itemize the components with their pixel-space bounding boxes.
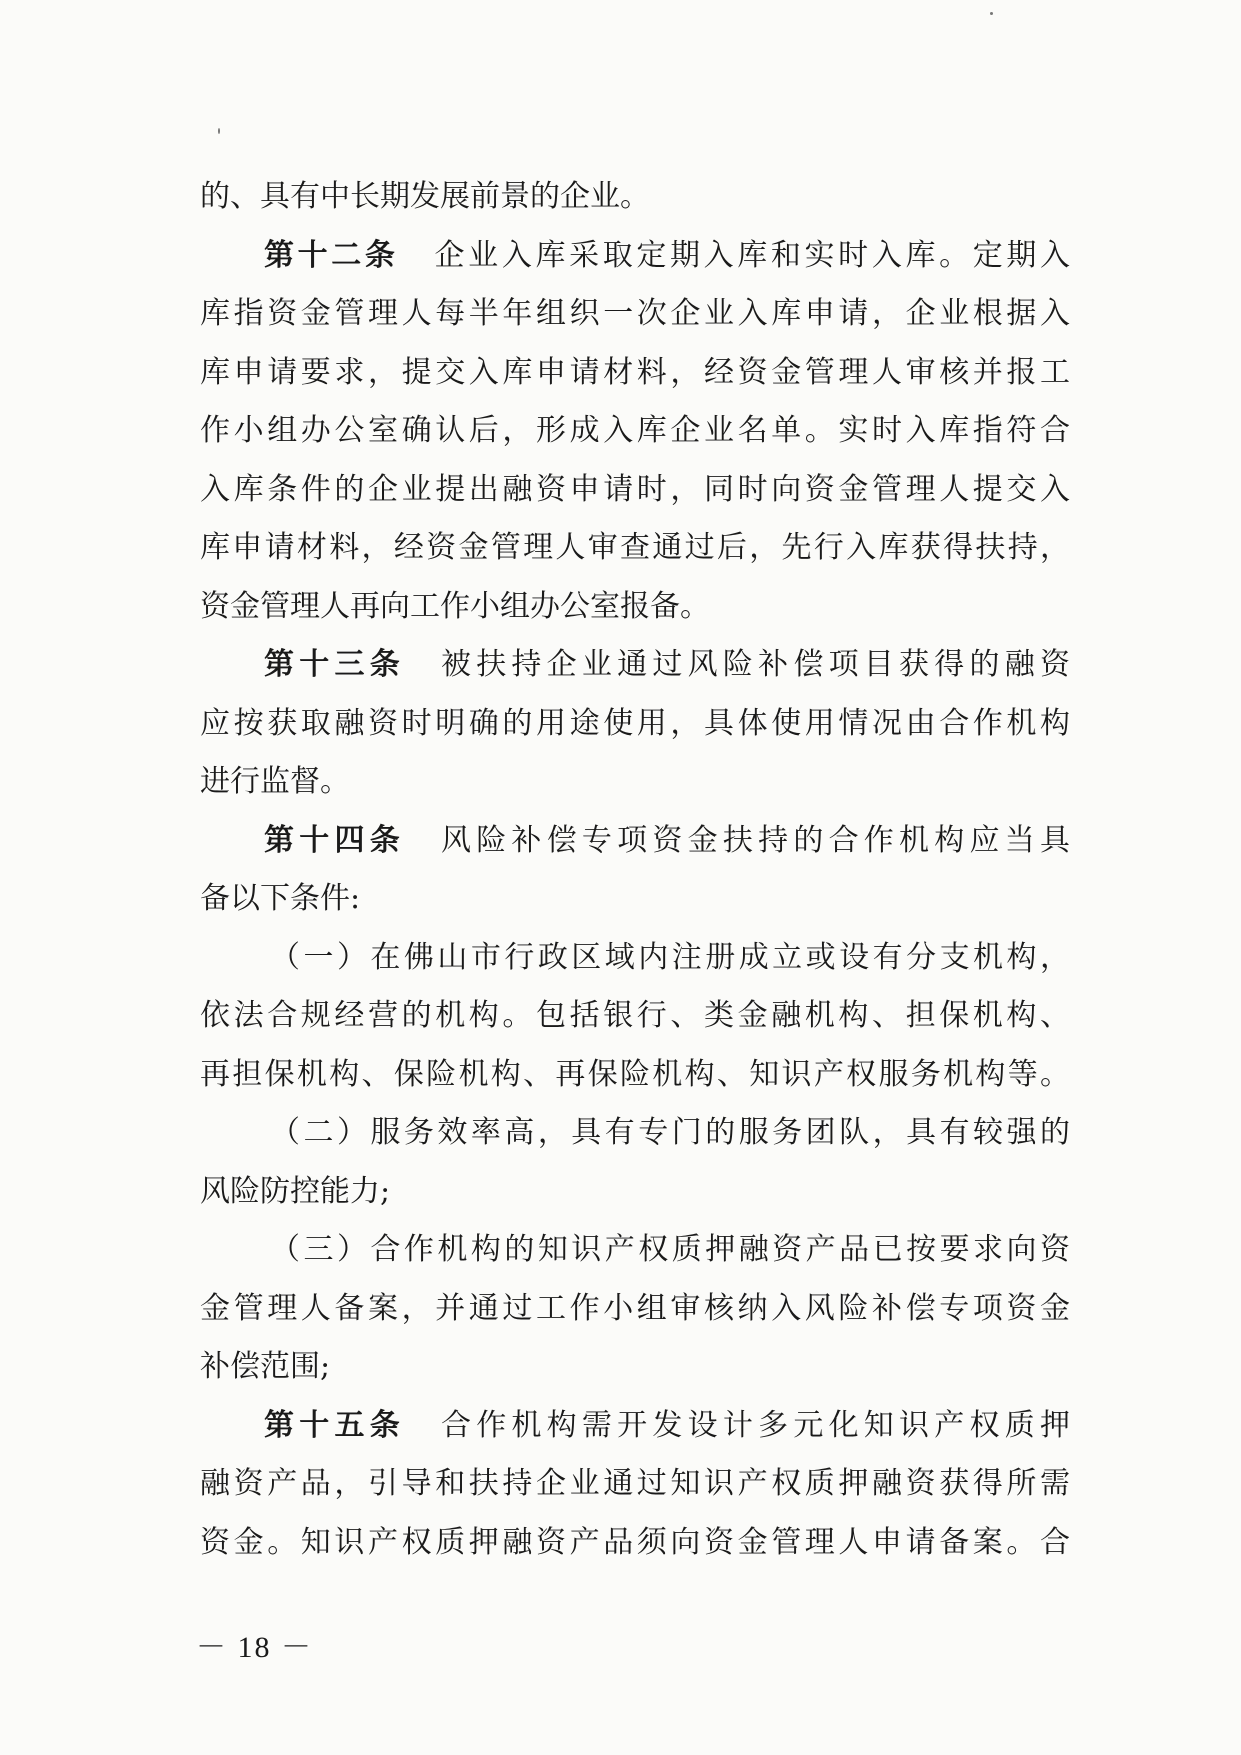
text-line: 企业入库采取定期入库和实时入库。定期入 [434,237,1071,273]
text-line: 的、具有中长期发展前景的企业。 [200,179,650,214]
text-line: 库申请要求，提交入库申请材料，经资金管理人审核并报工 [200,354,1070,390]
text-line: 再担保机构、保险机构、再保险机构、知识产权服务机构等。 [200,1056,1070,1092]
document-body [200,168,1070,1572]
article-15-first-line [200,1397,1070,1456]
text-line: 资金管理人再向工作小组办公室报备。 [200,588,710,624]
page-number: － 18 － [196,1631,313,1664]
scan-speck [990,12,993,15]
article-12-first-line [200,227,1070,286]
article-14-first-line [200,812,1070,871]
text-line: 备以下条件: [200,881,361,916]
text-line: 入库条件的企业提出融资申请时，同时向资金管理人提交入 [200,471,1070,507]
text-line: 补偿范围; [200,1349,331,1384]
text-line: 资金。知识产权质押融资产品须向资金管理人申请备案。合 [200,1524,1070,1560]
article-heading: 第十二条 [264,237,399,273]
text-line: 依法合规经营的机构。包括银行、类金融机构、担保机构、 [200,998,1070,1033]
article-heading: 第十三条 [264,647,405,682]
text-line: 风险补偿专项资金扶持的合作机构应当具 [440,822,1071,858]
text-line: 合作机构需开发设计多元化知识产权质押 [440,1407,1071,1443]
text-line: （三）合作机构的知识产权质押融资产品已按要求向资 [270,1232,1070,1267]
article-heading: 第十四条 [264,822,405,858]
article-heading: 第十五条 [264,1407,405,1443]
article-13-first-line [200,636,1070,695]
text-line: 融资产品，引导和扶持企业通过知识产权质押融资获得所需 [200,1466,1070,1501]
text-line: （一）在佛山市行政区域内注册成立或设有分支机构， [270,939,1070,975]
text-line: （二）服务效率高，具有专门的服务团队，具有较强的 [270,1115,1070,1150]
text-line: 风险防控能力; [200,1173,391,1209]
text-line: 应按获取融资时明确的用途使用，具体使用情况由合作机构 [200,705,1070,741]
scan-speck [218,128,220,134]
text-line: 进行监督。 [200,764,350,799]
text-line: 金管理人备案，并通过工作小组审核纳入风险补偿专项资金 [200,1290,1070,1326]
text-line: 作小组办公室确认后，形成入库企业名单。实时入库指符合 [200,413,1070,448]
text-line: 库申请材料，经资金管理人审查通过后，先行入库获得扶持， [200,530,1070,565]
text-line: 库指资金管理人每半年组织一次企业入库申请，企业根据入 [200,296,1070,331]
text-line: 被扶持企业通过风险补偿项目获得的融资 [440,647,1071,682]
